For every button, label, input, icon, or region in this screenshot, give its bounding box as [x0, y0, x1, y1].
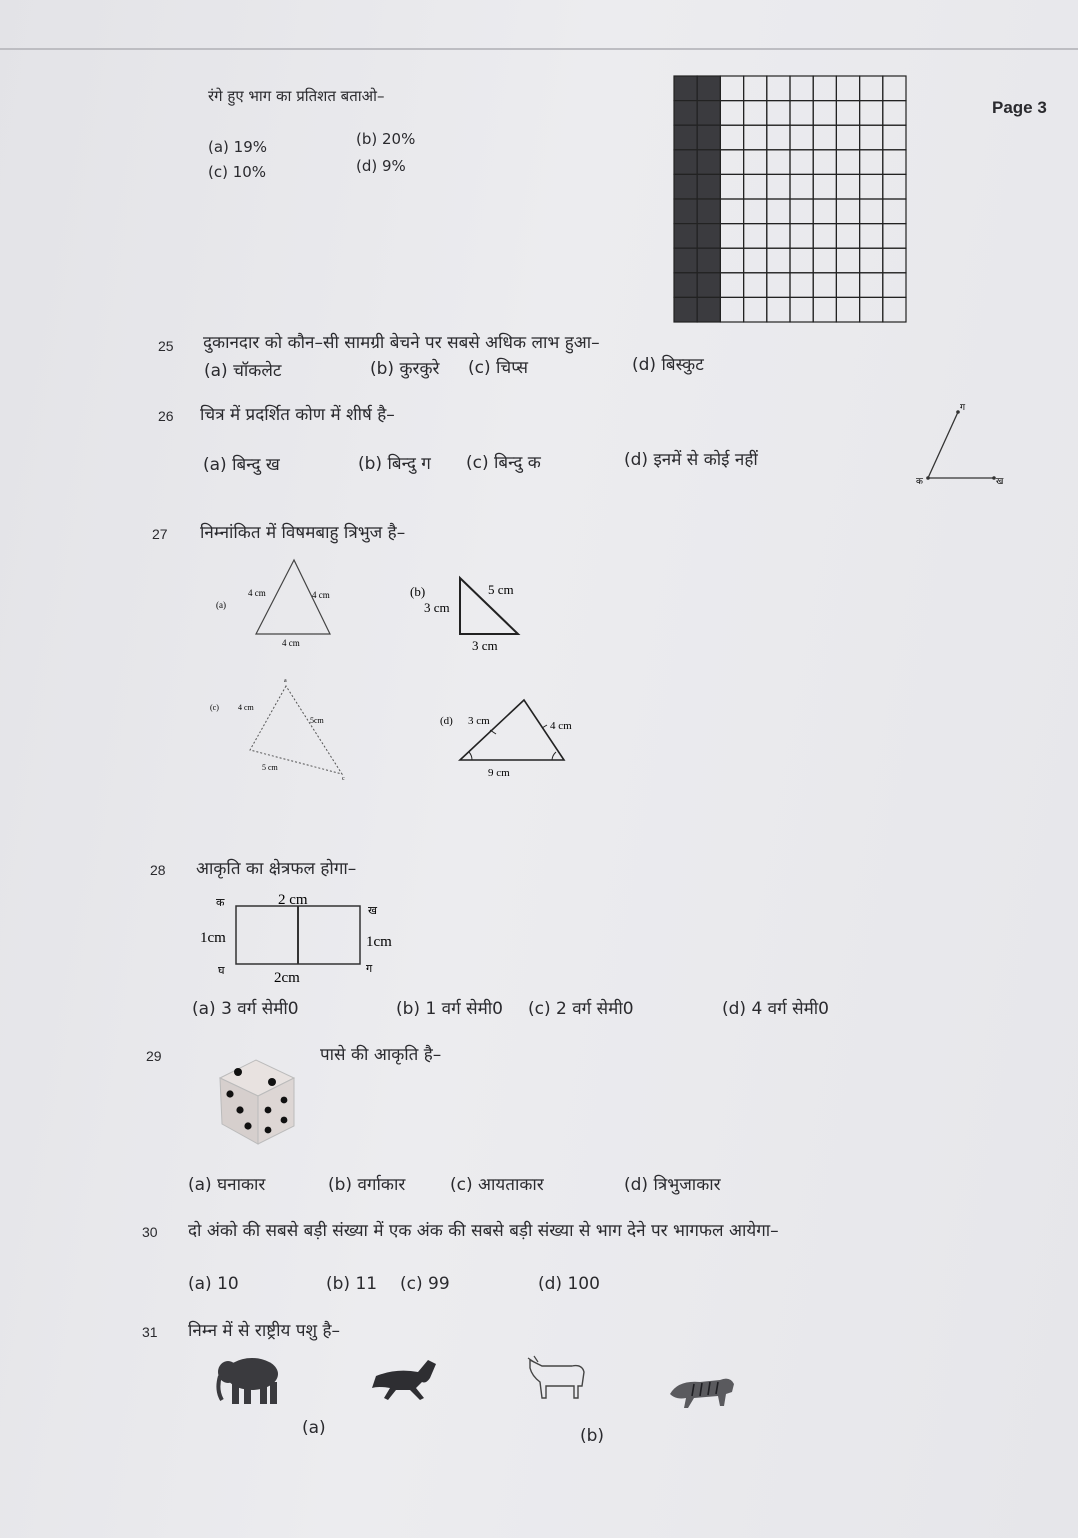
triangle-b-hyp: 5 cm: [488, 582, 514, 597]
grid-cell: [860, 101, 883, 126]
q28-option-b: (b) 1 वर्ग सेमी0: [396, 999, 503, 1019]
grid-cell: [744, 76, 767, 101]
q26-option-c: (c) बिन्दु क: [466, 453, 541, 473]
grid-cell: [790, 273, 813, 298]
grid-cell: [790, 199, 813, 224]
grid-cell: [744, 174, 767, 199]
grid-cell: [883, 199, 906, 224]
grid-cell: [767, 101, 790, 126]
grid-cell-shaded: [674, 125, 697, 150]
grid-cell: [813, 174, 836, 199]
q25-option-c: (c) चिप्स: [468, 358, 529, 378]
grid-cell: [720, 199, 743, 224]
grid-cell: [720, 297, 743, 322]
grid-cell: [744, 248, 767, 273]
grid-cell: [744, 125, 767, 150]
cow-icon: [524, 1352, 594, 1404]
q30-option-c: (c) 99: [400, 1274, 450, 1294]
grid-cell: [720, 76, 743, 101]
triangle-b-left: 3 cm: [424, 600, 450, 615]
grid-cell: [744, 101, 767, 126]
triangle-a-left: 4 cm: [248, 588, 266, 598]
grid-cell-shaded: [697, 297, 720, 322]
grid-cell-shaded: [697, 199, 720, 224]
grid-cell-shaded: [674, 199, 697, 224]
grid-cell: [836, 101, 859, 126]
grid-cell: [836, 76, 859, 101]
grid-cell: [790, 224, 813, 249]
page-label: Page 3: [992, 98, 1047, 117]
grid-cell: [720, 101, 743, 126]
grid-cell: [813, 297, 836, 322]
grid-cell: [836, 248, 859, 273]
grid-cell: [767, 248, 790, 273]
angle-figure: [908, 398, 1008, 490]
triangle-c-base: 5 cm: [262, 763, 278, 772]
grid-cell: [836, 297, 859, 322]
triangle-b-base: 3 cm: [472, 638, 498, 653]
grid-cell: [720, 248, 743, 273]
grid-cell: [790, 297, 813, 322]
grid-cell: [744, 297, 767, 322]
q29-option-c: (c) आयताकार: [450, 1175, 544, 1195]
grid-cell-shaded: [697, 101, 720, 126]
triangle-d-base: 9 cm: [488, 767, 510, 779]
grid-cell: [767, 125, 790, 150]
triangle-d-right: 4 cm: [550, 720, 572, 732]
q26-option-a: (a) बिन्दु ख: [203, 455, 280, 475]
q30-option-b: (b) 11: [326, 1274, 378, 1294]
grid-cell: [790, 248, 813, 273]
grid-cell: [813, 224, 836, 249]
q26-text: चित्र में प्रदर्शित कोण में शीर्ष है–: [200, 405, 395, 425]
triangle-c-v1: a: [284, 678, 287, 684]
grid-cell-shaded: [674, 273, 697, 298]
triangle-a: [212, 556, 352, 652]
q30-number: 30: [142, 1224, 158, 1240]
grid-cell: [883, 224, 906, 249]
grid-cell-shaded: [697, 150, 720, 175]
q29-text: पासे की आकृति है–: [320, 1045, 442, 1065]
q28-text: आकृति का क्षेत्रफल होगा–: [196, 859, 357, 879]
q30-option-a: (a) 10: [188, 1274, 239, 1294]
q27-number: 27: [152, 526, 168, 542]
rect-k: क: [216, 897, 225, 909]
grid-cell-shaded: [674, 76, 697, 101]
grid-cell: [813, 248, 836, 273]
grid-cell: [720, 174, 743, 199]
grid-cell: [860, 297, 883, 322]
grid-cell: [790, 174, 813, 199]
grid-cell: [767, 199, 790, 224]
rect-kh: ख: [368, 905, 377, 917]
q29-number: 29: [146, 1048, 162, 1064]
elephant-icon: [214, 1352, 284, 1408]
q25-option-d: (d) बिस्कुट: [632, 355, 704, 375]
angle-label-kh: ख: [996, 476, 1004, 486]
grid-cell: [860, 76, 883, 101]
q29-option-b: (b) वर्गाकार: [328, 1175, 406, 1195]
q24-option-c: (c) 10%: [208, 163, 267, 181]
q31-number: 31: [142, 1324, 158, 1340]
q31-text: निम्न में से राष्ट्रीय पशु है–: [188, 1321, 340, 1341]
triangle-d: [436, 692, 596, 784]
grid-cell: [836, 224, 859, 249]
q26-option-d: (d) इनमें से कोई नहीं: [624, 450, 758, 470]
angle-label-g: ग: [960, 402, 966, 412]
grid-cell: [860, 174, 883, 199]
grid-cell: [836, 199, 859, 224]
q25-option-a: (a) चॉकलेट: [204, 361, 282, 381]
q29-option-d: (d) त्रिभुजाकार: [624, 1175, 721, 1195]
grid-cell: [720, 125, 743, 150]
grid-cell: [883, 150, 906, 175]
grid-cell-shaded: [697, 174, 720, 199]
triangle-d-left: 3 cm: [468, 715, 490, 727]
grid-cell: [813, 101, 836, 126]
percent-grid: [672, 74, 908, 324]
grid-cell-shaded: [674, 150, 697, 175]
grid-cell: [813, 199, 836, 224]
grid-cell: [883, 101, 906, 126]
grid-cell: [744, 224, 767, 249]
grid-cell: [836, 125, 859, 150]
grid-cell: [836, 174, 859, 199]
grid-cell-shaded: [697, 248, 720, 273]
q29-option-a: (a) घनाकार: [188, 1175, 266, 1195]
grid-cell: [883, 248, 906, 273]
angle-label-k: क: [916, 476, 923, 486]
grid-cell: [836, 273, 859, 298]
q26-option-b: (b) बिन्दु ग: [358, 454, 431, 474]
grid-cell-shaded: [697, 76, 720, 101]
triangle-a-base: 4 cm: [282, 638, 300, 648]
triangle-d-label: (d): [440, 715, 453, 727]
q24-option-a: (a) 19%: [208, 138, 268, 156]
grid-cell: [860, 224, 883, 249]
triangle-c-v2: c: [342, 776, 345, 782]
grid-cell: [790, 150, 813, 175]
grid-cell: [767, 76, 790, 101]
q28-option-c: (c) 2 वर्ग सेमी0: [528, 999, 634, 1019]
rect-bottom: 2cm: [274, 970, 300, 986]
q31-option-b: (b): [580, 1426, 605, 1446]
rect-left: 1cm: [200, 930, 226, 946]
grid-cell: [767, 150, 790, 175]
grid-cell-shaded: [674, 248, 697, 273]
q26-number: 26: [158, 408, 174, 424]
top-rule: [0, 48, 1078, 50]
grid-cell: [883, 125, 906, 150]
grid-cell: [883, 76, 906, 101]
q31-option-a: (a): [302, 1418, 326, 1438]
grid-cell-shaded: [697, 224, 720, 249]
q24-option-d: (d) 9%: [356, 157, 406, 175]
horse-icon: [366, 1354, 442, 1404]
grid-cell: [767, 273, 790, 298]
grid-cell: [767, 297, 790, 322]
grid-cell: [883, 297, 906, 322]
grid-cell-shaded: [697, 125, 720, 150]
q25-text: दुकानदार को कौन–सी सामग्री बेचने पर सबसे अधिक लाभ हुआ–: [203, 333, 600, 353]
grid-cell: [720, 224, 743, 249]
grid-cell-shaded: [674, 224, 697, 249]
grid-cell: [860, 125, 883, 150]
q30-option-d: (d) 100: [538, 1274, 600, 1294]
grid-cell: [813, 273, 836, 298]
grid-cell: [744, 273, 767, 298]
grid-cell-shaded: [697, 273, 720, 298]
rect-right: 1cm: [366, 934, 392, 950]
rect-gh: घ: [218, 965, 225, 977]
q25-option-b: (b) कुरकुरे: [370, 359, 440, 379]
q24-option-b: (b) 20%: [356, 130, 416, 148]
grid-cell-shaded: [674, 297, 697, 322]
q25-number: 25: [158, 338, 174, 354]
grid-cell: [790, 76, 813, 101]
q24-text: रंगे हुए भाग का प्रतिशत बताओ–: [208, 87, 385, 105]
grid-cell: [790, 125, 813, 150]
triangle-a-label: (a): [216, 600, 226, 610]
triangle-c: [206, 672, 366, 784]
grid-cell: [790, 101, 813, 126]
grid-cell: [767, 224, 790, 249]
grid-cell-shaded: [674, 101, 697, 126]
grid-cell: [720, 273, 743, 298]
rectangle-figure: [194, 886, 404, 986]
grid-cell: [860, 150, 883, 175]
triangle-c-right: 5cm: [310, 716, 324, 725]
tiger-icon: [664, 1370, 740, 1410]
q28-number: 28: [150, 862, 166, 878]
q28-option-a: (a) 3 वर्ग सेमी0: [192, 999, 299, 1019]
triangle-b-label: (b): [410, 584, 426, 599]
grid-cell: [836, 150, 859, 175]
triangle-b: [406, 572, 536, 658]
grid-cell: [813, 150, 836, 175]
grid-cell: [720, 150, 743, 175]
grid-cell: [860, 248, 883, 273]
q30-text: दो अंको की सबसे बड़ी संख्या में एक अंक की सबसे बड़ी संख्या से भाग देने पर भागफल आयेगा–: [188, 1221, 779, 1241]
grid-cell-shaded: [674, 174, 697, 199]
grid-cell: [860, 199, 883, 224]
q27-text: निम्नांकित में विषमबाहु त्रिभुज है–: [200, 523, 406, 543]
rect-g: ग: [366, 963, 373, 975]
triangle-c-left: 4 cm: [238, 703, 254, 712]
grid-cell: [767, 174, 790, 199]
rect-top: 2 cm: [278, 892, 308, 908]
grid-cell: [883, 174, 906, 199]
triangle-c-label: (c): [210, 703, 219, 712]
grid-cell: [883, 273, 906, 298]
grid-cell: [860, 273, 883, 298]
grid-cell: [813, 76, 836, 101]
dice-icon: [210, 1054, 306, 1150]
grid-cell: [744, 199, 767, 224]
grid-cell: [744, 150, 767, 175]
grid-cell: [813, 125, 836, 150]
triangle-a-right: 4 cm: [312, 590, 330, 600]
q28-option-d: (d) 4 वर्ग सेमी0: [722, 999, 829, 1019]
